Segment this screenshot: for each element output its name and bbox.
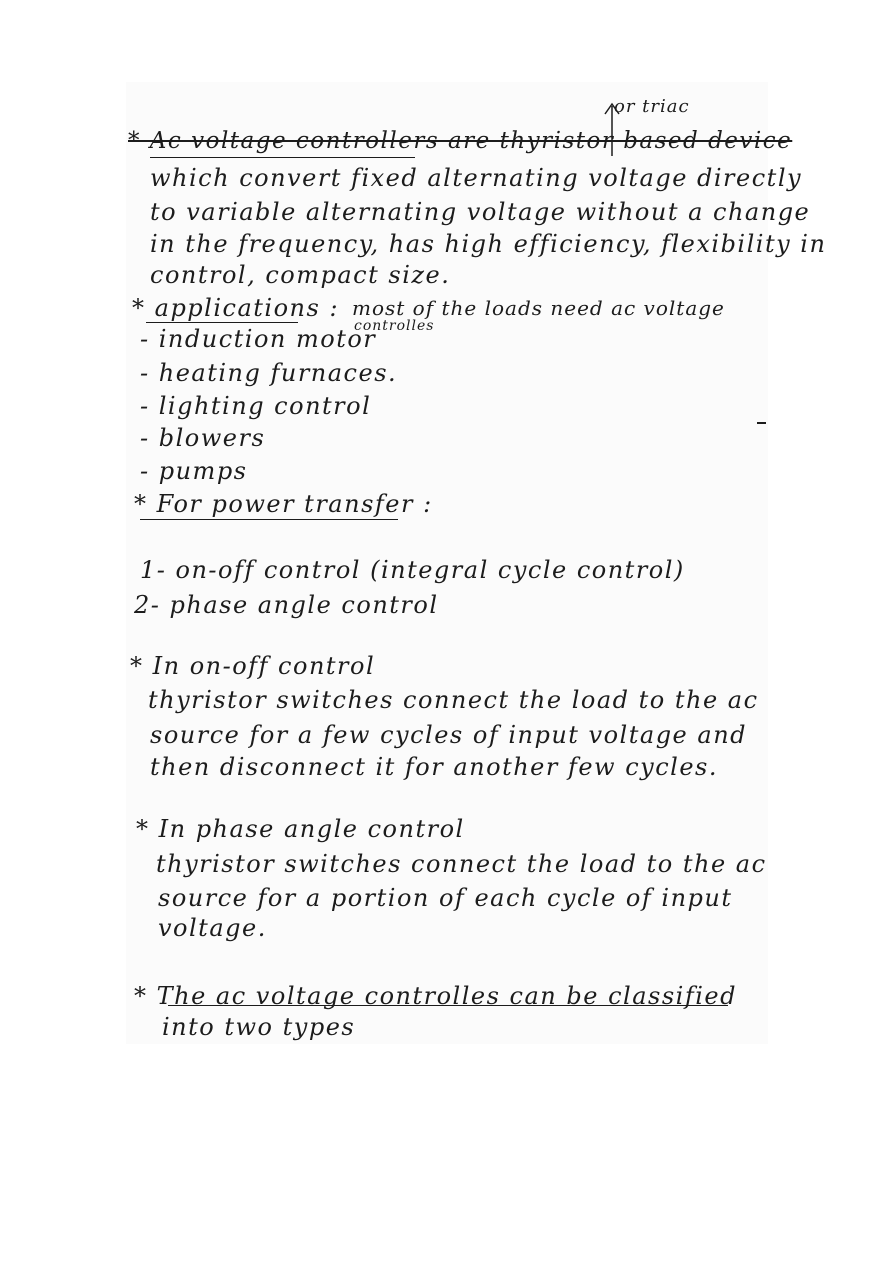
power-transfer-heading: * For power transfer : (134, 490, 433, 518)
phase-angle-line: thyristor switches connect the load to the ac (156, 850, 767, 878)
application-item: - blowers (140, 424, 266, 452)
phase-angle-heading: * In phase angle control (136, 815, 465, 843)
application-item: - lighting control (140, 392, 372, 420)
on-off-line: source for a few cycles of input voltage and (150, 721, 748, 749)
intro-line-3: in the frequency, has high efficiency, flexibility in (150, 230, 827, 258)
classification-line: into two types (162, 1013, 356, 1041)
application-item: - heating furnaces. (140, 359, 398, 387)
on-off-line: thyristor switches connect the load to the ac (148, 686, 759, 714)
on-off-line: then disconnect it for another few cycles. (150, 753, 718, 781)
intro-line-1: which convert fixed alternating voltage directly (150, 164, 803, 192)
applications-heading: * applications : (132, 294, 340, 322)
intro-line-4: control, compact size. (150, 261, 451, 289)
power-transfer-underline (140, 519, 398, 520)
application-item: - pumps (140, 457, 248, 485)
classification-line: * The ac voltage controlles can be classified (134, 982, 737, 1010)
classification-underline (168, 1005, 728, 1006)
on-off-heading: * In on-off control (130, 652, 376, 680)
applications-side-note: most of the loads need ac voltage (352, 296, 725, 320)
intro-line-2: to variable alternating voltage without a change (150, 198, 811, 226)
applications-side-note-2: controlles (354, 318, 435, 334)
applications-underline (146, 322, 298, 323)
application-item: - induction motor (140, 325, 377, 353)
stray-mark (757, 422, 766, 424)
intro-underline (150, 157, 415, 158)
struck-intro-line: * Ac voltage controllers are thyristor based device (128, 128, 793, 154)
phase-angle-line: voltage. (158, 914, 267, 942)
insert-note: or triac (614, 96, 690, 117)
phase-angle-line: source for a portion of each cycle of input (158, 884, 733, 912)
method-item: 1- on-off control (integral cycle control) (140, 556, 685, 584)
method-item: 2- phase angle control (134, 591, 439, 619)
